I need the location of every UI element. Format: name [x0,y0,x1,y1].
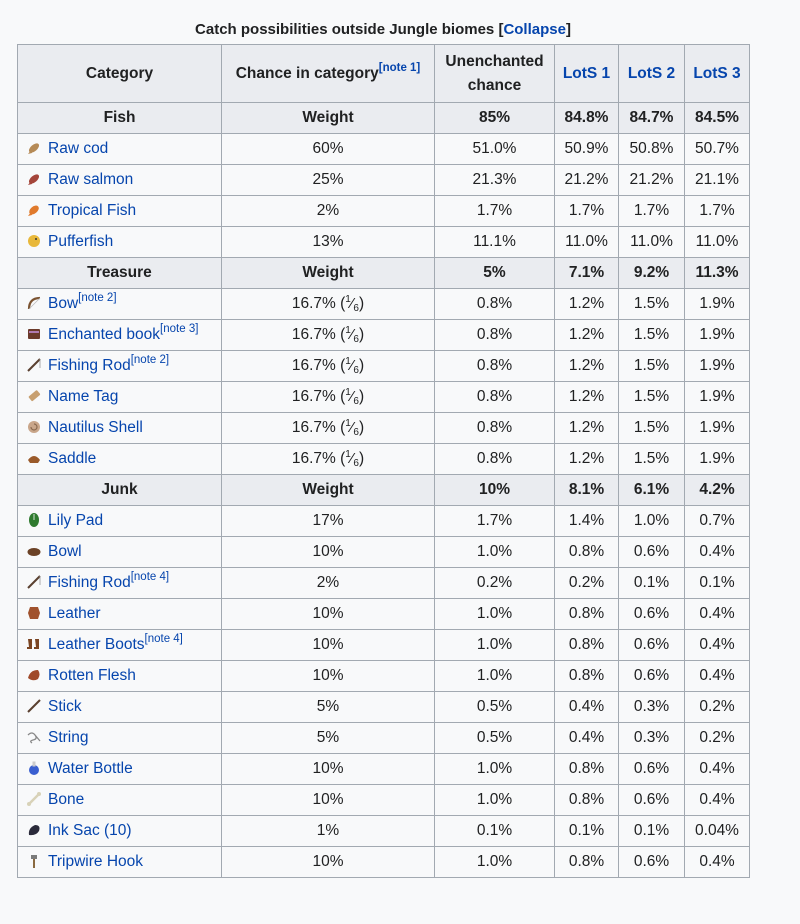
table-row [18,196,750,227]
lots1-cell: 0.8% [555,661,619,692]
group-weight-label: Weight [222,258,435,289]
tripwire-hook-icon [26,853,42,869]
lots-1-link[interactable]: LotS 1 [562,64,611,82]
note-1-link[interactable]: [note 1] [378,61,421,74]
item-link[interactable]: Tropical Fish [48,202,137,219]
unenchanted-cell: 0.2% [435,568,555,599]
chance-value: 16.7% ( [291,450,346,467]
item-link[interactable]: Lily Pad [48,512,104,529]
lots1-cell: 21.2% [555,165,619,196]
fraction-numerator: 1 [345,449,351,460]
lots1-cell: 0.8% [555,785,619,816]
lots1-cell: 1.2% [555,351,619,382]
water-bottle-icon [26,760,42,776]
item-cell [18,165,222,196]
fraction-denominator: 6 [353,365,359,376]
item-cell [18,382,222,413]
leather-boots-icon [26,636,42,652]
group-lots1: 7.1% [555,258,619,289]
lots1-cell: 0.4% [555,723,619,754]
lots1-cell: 0.8% [555,599,619,630]
unenchanted-cell: 1.0% [435,599,555,630]
lots3-cell: 0.4% [685,754,750,785]
lots1-cell: 50.9% [555,134,619,165]
chance-value: 5% [316,698,340,715]
chance-value: 16.7% ( [291,419,346,436]
chance-value: 2% [316,202,340,219]
table-row [18,506,750,537]
lots1-cell: 0.8% [555,537,619,568]
lots-3-link[interactable]: LotS 3 [693,64,741,82]
chance-value: 10% [312,853,344,870]
lots3-cell: 21.1% [685,165,750,196]
lots2-cell: 0.1% [619,568,685,599]
chance-value: 10% [312,543,344,560]
group-name: Fish [18,103,222,134]
unenchanted-cell: 1.0% [435,537,555,568]
unenchanted-cell: 21.3% [435,165,555,196]
item-link[interactable]: Water Bottle [48,760,133,777]
unenchanted-cell: 0.1% [435,816,555,847]
header-chance-in-category [222,45,435,103]
lots2-cell: 11.0% [619,227,685,258]
table-row [18,382,750,413]
item-link[interactable]: Fishing Rod [48,357,131,374]
table-row [18,165,750,196]
fraction-denominator: 6 [353,303,359,314]
unenchanted-cell: 11.1% [435,227,555,258]
lots2-cell: 0.6% [619,630,685,661]
fraction: $^1⁄_6$ [345,449,359,469]
group-name: Treasure [18,258,222,289]
table-row [18,661,750,692]
lots2-cell: 1.5% [619,351,685,382]
chance-value: 10% [312,760,344,777]
item-cell [18,599,222,630]
group-lots3: 4.2% [685,475,750,506]
fraction-denominator: 6 [353,458,359,469]
lots3-cell: 0.04% [685,816,750,847]
item-link[interactable]: Bowl [48,543,82,560]
item-cell [18,444,222,475]
chance-value: 10% [312,636,344,653]
group-lots3: 84.5% [685,103,750,134]
lots2-cell: 1.5% [619,413,685,444]
table-row [18,785,750,816]
table-row [18,630,750,661]
lots2-cell: 50.8% [619,134,685,165]
lots2-cell: 0.6% [619,754,685,785]
lots3-cell: 0.4% [685,847,750,878]
item-link[interactable]: Bone [48,791,85,808]
table-row [18,444,750,475]
fraction: $^1⁄_6$ [345,325,359,345]
chance-value: 16.7% ( [291,326,346,343]
lily-pad-icon [26,512,42,528]
lots2-cell: 1.5% [619,382,685,413]
item-link[interactable]: Leather Boots [48,636,145,653]
table-row [18,692,750,723]
unenchanted-cell: 1.7% [435,196,555,227]
name-tag-icon [26,388,42,404]
collapse-link[interactable]: Collapse [503,21,566,38]
chance-value: 10% [312,605,344,622]
lots2-cell: 0.6% [619,847,685,878]
chance-cell: 16.7% $(^1⁄_6)$ [222,320,435,351]
chance-value: 10% [312,667,344,684]
lots3-cell: 1.9% [685,413,750,444]
group-header-row [18,103,750,134]
item-cell [18,723,222,754]
note-link[interactable]: [note 2] [78,292,117,304]
chance-value: 16.7% ( [291,295,346,312]
lots2-cell: 1.5% [619,289,685,320]
chance-cell: 16.7% $(^1⁄_6)$ [222,444,435,475]
lots1-cell: 0.8% [555,754,619,785]
table-row [18,227,750,258]
table-row [18,289,750,320]
lots3-cell: 11.0% [685,227,750,258]
lots3-cell: 0.7% [685,506,750,537]
unenchanted-cell: 1.0% [435,847,555,878]
fraction-numerator: 1 [345,418,351,429]
item-cell [18,413,222,444]
lots1-cell: 1.2% [555,413,619,444]
unenchanted-cell: 0.8% [435,382,555,413]
chance-cell [222,785,435,816]
table-row [18,599,750,630]
item-cell [18,351,222,382]
lots2-cell: 1.7% [619,196,685,227]
lots3-cell: 0.4% [685,785,750,816]
chance-cell: 16.7% $(^1⁄_6)$ [222,289,435,320]
raw-cod-icon [26,140,42,156]
table-row [18,723,750,754]
rotten-flesh-icon [26,667,42,683]
fishing-rod-icon [26,574,42,590]
tropical-fish-icon [26,202,42,218]
group-name: Junk [18,475,222,506]
item-cell [18,754,222,785]
catch-table [17,44,750,878]
chance-cell [222,568,435,599]
lots3-cell: 0.2% [685,723,750,754]
header-lots-1 [555,45,619,103]
chance-value: 13% [312,233,344,250]
lots3-cell: 0.2% [685,692,750,723]
chance-value: 25% [312,171,344,188]
item-cell [18,320,222,351]
unenchanted-cell: 1.7% [435,506,555,537]
chance-cell [222,506,435,537]
table-row [18,320,750,351]
chance-cell: 16.7% $(^1⁄_6)$ [222,382,435,413]
note-link[interactable]: [note 2] [130,354,170,366]
item-link[interactable]: Raw cod [48,140,109,157]
table-row [18,847,750,878]
group-lots1: 8.1% [555,475,619,506]
saddle-icon [26,450,42,466]
lots3-cell: 0.4% [685,599,750,630]
note-ref [160,323,198,335]
table-body [18,103,750,878]
note-ref [78,292,116,304]
unenchanted-cell: 51.0% [435,134,555,165]
item-link[interactable]: Leather [48,605,101,622]
group-lots2: 6.1% [619,475,685,506]
item-cell [18,227,222,258]
chance-cell: 16.7% $(^1⁄_6)$ [222,351,435,382]
lots2-cell: 21.2% [619,165,685,196]
unenchanted-cell: 1.0% [435,754,555,785]
item-cell [18,134,222,165]
group-lots3: 11.3% [685,258,750,289]
lots3-cell: 1.9% [685,320,750,351]
table-row [18,568,750,599]
lots1-cell: 1.2% [555,382,619,413]
unenchanted-cell: 0.5% [435,692,555,723]
item-link[interactable]: Saddle [48,450,97,467]
lots1-cell: 1.4% [555,506,619,537]
item-cell [18,568,222,599]
group-lots1: 84.8% [555,103,619,134]
chance-cell [222,754,435,785]
item-link[interactable]: Stick [48,698,82,715]
group-weight-label: Weight [222,103,435,134]
fraction-numerator: 1 [345,356,351,367]
item-link[interactable]: Rotten Flesh [48,667,136,684]
chance-cell [222,723,435,754]
string-icon [26,729,42,745]
header-chance-label: Chance in category [235,64,379,82]
fraction-denominator: 6 [353,427,359,438]
chance-cell [222,816,435,847]
lots3-cell: 0.4% [685,661,750,692]
nautilus-shell-icon [26,419,42,435]
chance-value: 1% [316,822,340,839]
caption-title: Catch possibilities outside Jungle biomes [195,21,495,38]
unenchanted-cell: 1.0% [435,661,555,692]
table-row [18,537,750,568]
table-row [18,134,750,165]
lots1-cell: 1.2% [555,320,619,351]
chance-cell [222,227,435,258]
chance-cell [222,537,435,568]
caption-bracket-close: ] [565,21,571,38]
fishing-rod-icon [26,357,42,373]
lots3-cell: 1.9% [685,351,750,382]
header-lots-2 [619,45,685,103]
chance-cell: 16.7% $(^1⁄_6)$ [222,413,435,444]
item-cell [18,847,222,878]
group-unenchanted: 10% [435,475,555,506]
header-category: Category [18,45,222,103]
chance-value: 5% [316,729,340,746]
fraction-denominator: 6 [353,334,359,345]
chance-value: 60% [312,140,344,157]
item-cell [18,537,222,568]
fraction: $^1⁄_6$ [345,356,359,376]
lots2-cell: 0.6% [619,661,685,692]
bow-icon [26,295,42,311]
chance-value: 10% [312,791,344,808]
item-link[interactable]: Nautilus Shell [48,419,143,436]
lots1-cell: 0.4% [555,692,619,723]
unenchanted-cell: 0.5% [435,723,555,754]
table-row [18,754,750,785]
group-weight-label: Weight [222,475,435,506]
item-cell [18,785,222,816]
fraction-numerator: 1 [345,294,351,305]
lots2-cell: 0.6% [619,599,685,630]
note-ref [131,354,169,366]
lots1-cell: 0.2% [555,568,619,599]
item-link[interactable]: Fishing Rod [48,574,131,591]
lots2-cell: 0.6% [619,537,685,568]
chance-value: 16.7% ( [291,357,346,374]
lots1-cell: 1.2% [555,444,619,475]
item-cell [18,661,222,692]
header-unenchanted: Unenchanted chance [435,45,555,103]
table-row [18,413,750,444]
lots2-cell: 0.3% [619,723,685,754]
item-cell [18,692,222,723]
item-link[interactable]: Raw salmon [48,171,134,188]
note-link[interactable]: [note 4] [144,633,183,645]
item-link[interactable]: Enchanted book [48,326,161,343]
group-lots2: 9.2% [619,258,685,289]
lots1-cell: 1.7% [555,196,619,227]
item-cell [18,630,222,661]
table-caption [17,18,749,42]
group-unenchanted: 5% [435,258,555,289]
lots2-cell: 0.1% [619,816,685,847]
unenchanted-cell: 1.0% [435,785,555,816]
fraction: $^1⁄_6$ [345,294,359,314]
note-link[interactable]: [note 4] [130,571,170,583]
header-lots-3 [685,45,750,103]
chance-cell [222,661,435,692]
fraction: $^1⁄_6$ [345,418,359,438]
item-cell [18,196,222,227]
group-lots2: 84.7% [619,103,685,134]
chance-cell [222,196,435,227]
item-link[interactable]: Name Tag [48,388,119,405]
item-cell [18,289,222,320]
group-header-row [18,258,750,289]
unenchanted-cell: 0.8% [435,444,555,475]
unenchanted-cell: 0.8% [435,320,555,351]
lots3-cell: 1.9% [685,289,750,320]
caption-bracket-open: [ [498,21,504,38]
chance-value: 16.7% ( [291,388,346,405]
bone-icon [26,791,42,807]
chance-cell [222,165,435,196]
unenchanted-cell: 1.0% [435,630,555,661]
lots2-cell: 1.5% [619,320,685,351]
lots2-cell: 1.5% [619,444,685,475]
lots3-cell: 50.7% [685,134,750,165]
chance-cell [222,630,435,661]
lots3-cell: 1.7% [685,196,750,227]
header-row [18,45,750,103]
chance-cell [222,692,435,723]
fraction-numerator: 1 [345,325,351,336]
lots3-cell: 0.1% [685,568,750,599]
chance-value: 2% [316,574,340,591]
lots1-cell: 11.0% [555,227,619,258]
item-link[interactable]: Ink Sac (10) [48,822,132,839]
raw-salmon-icon [26,171,42,187]
chance-cell [222,599,435,630]
lots3-cell: 0.4% [685,537,750,568]
item-link[interactable]: Pufferfish [48,233,114,250]
lots-2-link[interactable]: LotS 2 [627,64,676,82]
item-cell [18,506,222,537]
lots3-cell: 1.9% [685,382,750,413]
ink-sac-icon [26,822,42,838]
lots3-cell: 0.4% [685,630,750,661]
note-ref [145,633,183,645]
lots2-cell: 1.0% [619,506,685,537]
group-unenchanted: 85% [435,103,555,134]
stick-icon [26,698,42,714]
pufferfish-icon [26,233,42,249]
leather-icon [26,605,42,621]
table-row [18,351,750,382]
lots3-cell: 1.9% [685,444,750,475]
chance-cell [222,847,435,878]
note-link[interactable]: [note 3] [160,323,199,335]
group-header-row [18,475,750,506]
fraction-numerator: 1 [345,387,351,398]
lots1-cell: 0.8% [555,847,619,878]
unenchanted-cell: 0.8% [435,413,555,444]
chance-cell [222,134,435,165]
lots1-cell: 1.2% [555,289,619,320]
lots1-cell: 0.1% [555,816,619,847]
table-row [18,816,750,847]
fraction-denominator: 6 [353,396,359,407]
lots2-cell: 0.3% [619,692,685,723]
chance-value: 17% [312,512,344,529]
item-link[interactable]: Tripwire Hook [48,853,144,870]
item-link[interactable]: String [48,729,89,746]
item-cell [18,816,222,847]
lots2-cell: 0.6% [619,785,685,816]
lots1-cell: 0.8% [555,630,619,661]
note-ref [131,571,169,583]
bowl-icon [26,543,42,559]
unenchanted-cell: 0.8% [435,351,555,382]
unenchanted-cell: 0.8% [435,289,555,320]
fraction: $^1⁄_6$ [345,387,359,407]
item-link[interactable]: Bow [48,295,79,312]
enchanted-book-icon [26,326,42,342]
